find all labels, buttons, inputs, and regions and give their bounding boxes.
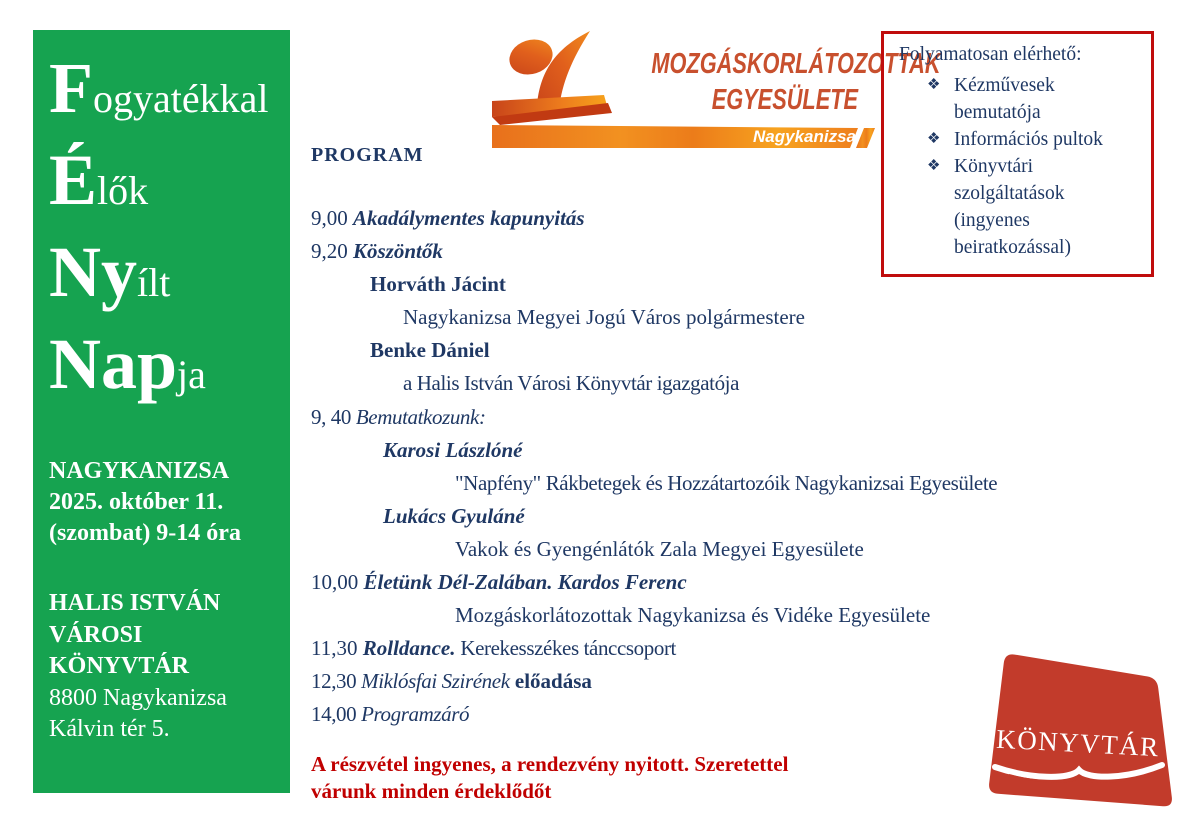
venue-name-line: HALIS ISTVÁN — [49, 590, 221, 616]
program-text: a Halis István Városi Könyvtár igazgatója — [403, 371, 740, 396]
association-name-line1: MOZGÁSKORLÁTOZOTTAK — [651, 48, 941, 80]
program-text: Miklósfai Szirének — [361, 669, 510, 694]
program-list — [311, 202, 1081, 732]
program-line — [311, 268, 1081, 301]
program-text: 12,30 — [311, 669, 362, 694]
list-item-text — [954, 72, 1055, 126]
diamond-bullet-icon: ❖ — [927, 77, 941, 93]
title-rest: ílt — [137, 260, 171, 305]
program-text: Lukács Gyuláné — [383, 503, 525, 528]
program-text: 9,20 — [311, 239, 353, 264]
program-line — [311, 367, 1081, 400]
library-logo-label: KÖNYVTÁR — [995, 723, 1161, 763]
program-text: Életünk Dél-Zalában. Kardos Ferenc — [363, 570, 687, 595]
program-text: 9, 40 — [311, 404, 356, 429]
list-item-line: beiratkozással) — [954, 237, 1071, 258]
title-line — [49, 226, 286, 318]
participation-note-line: várunk minden érdeklődőt — [311, 779, 552, 803]
title-rest: lők — [97, 168, 149, 213]
participation-note-line: A részvétel ingyenes, a rendezvény nyitott. Szeretettel — [311, 752, 789, 776]
association-name-line2: EGYESÜLETE — [711, 84, 858, 116]
program-line — [311, 632, 1081, 665]
program-text: Programzáró — [361, 702, 470, 727]
title-line — [49, 42, 286, 134]
program-text: 11,30 — [311, 636, 363, 661]
event-date-line: 2025. október 11. — [49, 489, 224, 515]
venue-name-line: VÁROSI — [49, 621, 143, 648]
program-line — [311, 566, 1081, 599]
event-title — [49, 42, 286, 410]
association-name — [555, 46, 941, 118]
title-initial: Ny — [49, 232, 137, 312]
program-text: "Napfény" Rákbetegek és Hozzátartozóik Nagykanizsai Egyesülete — [455, 470, 998, 495]
title-rest: ogyatékkal — [92, 76, 269, 121]
program-line — [311, 434, 1081, 467]
program-text: 14,00 — [311, 702, 362, 727]
library-logo — [975, 628, 1185, 828]
list-item-line: (ingyenes — [954, 210, 1030, 231]
program-text: Vakok és Gyengénlátók Zala Megyei Egyesülete — [455, 536, 864, 561]
list-item-line: Információs pultok — [954, 129, 1103, 150]
program-text: Akadálymentes kapunyitás — [353, 206, 585, 230]
program-text: Nagykanizsa Megyei Jogú Város polgármestere — [403, 305, 805, 330]
program-text: Kerekesszékes tánccsoport — [455, 636, 676, 661]
event-date-line: NAGYKANIZSA — [49, 458, 230, 484]
list-item — [899, 126, 1141, 153]
availability-title: Folyamatosan elérhető: — [899, 44, 1082, 65]
program-line — [311, 467, 1081, 500]
program-text: 9,00 — [311, 206, 353, 230]
program-line — [311, 202, 1081, 235]
list-item-line: Könyvtári — [954, 156, 1034, 177]
list-item-line: bemutatója — [954, 102, 1041, 123]
title-rest: ja — [177, 352, 206, 397]
city-banner-label: Nagykanizsa — [753, 127, 856, 146]
program-text: Benke Dániel — [370, 338, 490, 363]
title-line — [49, 318, 286, 410]
venue-address-line: 8800 Nagykanizsa — [49, 684, 227, 711]
program-line — [311, 665, 1081, 698]
program-line — [311, 500, 1081, 533]
diamond-bullet-icon: ❖ — [927, 131, 941, 147]
program-text: Horváth Jácint — [370, 272, 506, 297]
participation-note — [311, 751, 931, 805]
ribbon-banner-tip — [856, 128, 875, 148]
list-item-line: szolgáltatások — [954, 183, 1065, 204]
program-heading: PROGRAM — [311, 144, 424, 166]
venue-address-line: Kálvin tér 5. — [49, 716, 170, 742]
event-date-line: (szombat) 9-14 óra — [49, 520, 241, 546]
title-line — [49, 134, 286, 226]
event-date-block — [49, 456, 241, 549]
venue-name-line: KÖNYVTÁR — [49, 653, 190, 679]
program-line — [311, 235, 1081, 268]
program-text: előadása — [514, 669, 592, 694]
event-sidebar — [33, 30, 290, 793]
diamond-bullet-icon: ❖ — [927, 158, 941, 174]
list-item-text — [954, 126, 1103, 153]
program-text: Köszöntők — [353, 239, 443, 264]
program-text: Bemutatkozunk: — [355, 404, 486, 429]
program-line — [311, 698, 1081, 731]
title-initial: É — [49, 140, 98, 220]
program-line — [311, 301, 1081, 334]
list-item-line: Kézművesek — [954, 75, 1055, 96]
program-text: 10,00 — [311, 570, 364, 595]
list-item — [899, 72, 1141, 126]
program-line — [311, 334, 1081, 367]
program-line — [311, 401, 1081, 434]
program-line — [311, 533, 1081, 566]
title-initial: F — [49, 48, 93, 128]
program-line — [311, 599, 1081, 632]
title-initial: Nap — [49, 324, 178, 404]
program-text: Karosi Lászlóné — [383, 437, 523, 462]
program-text: Mozgáskorlátozottak Nagykanizsa és Vidéke Egyesülete — [455, 603, 931, 628]
venue-address-block — [49, 588, 227, 746]
program-text: Rolldance. — [362, 636, 456, 661]
